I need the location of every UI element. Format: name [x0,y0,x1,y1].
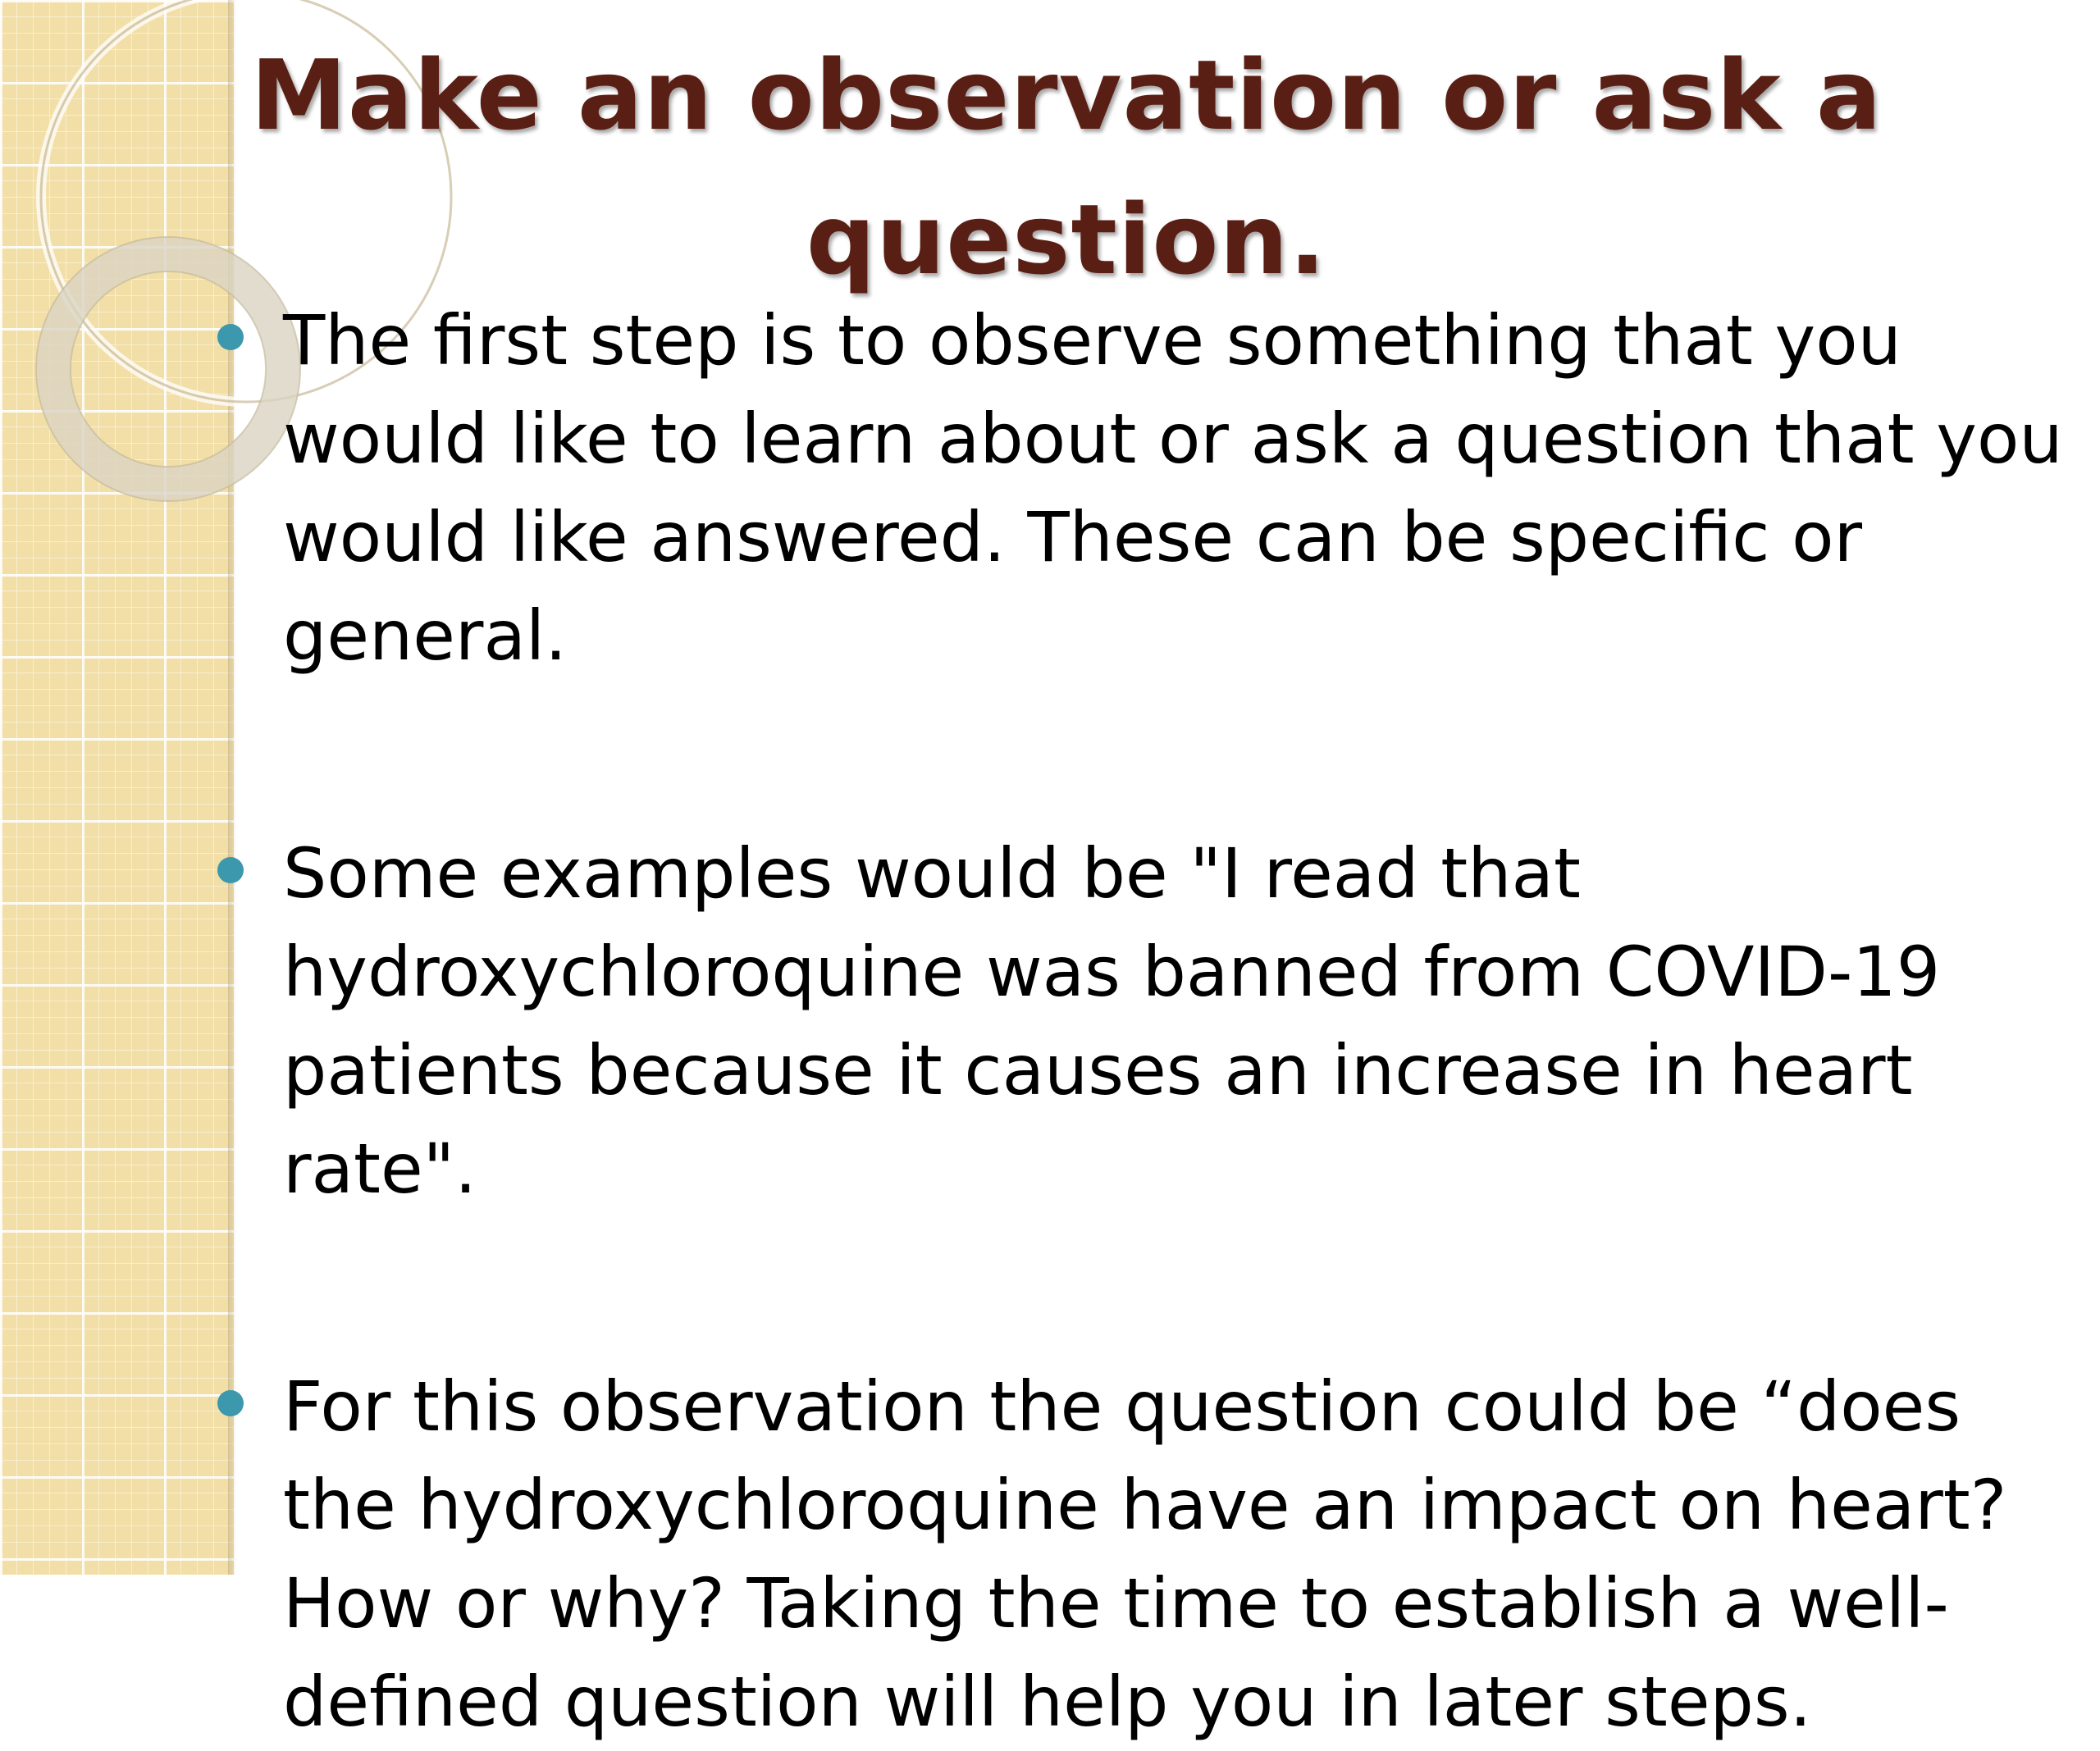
bullet-text: For this observation the question could be “does the hydroxychloroquine have an impact on heart? How or why? Taking the time to establish a well-defined question will help you in later steps. [283,1366,2007,1742]
bullet-marker-icon [217,324,244,350]
bullet-marker-icon [217,857,244,883]
bullet-item [283,824,2088,1218]
bullet-item [283,1357,2088,1751]
bullet-list [283,291,2088,1751]
bullet-text: Some examples would be "I read that hydroxychloroquine was banned from COVID-19 patients because it causes an increase in heart rate". [283,833,1941,1209]
slide-title: Make an observation or ask a question. [250,39,1883,296]
bullet-marker-icon [217,1390,244,1416]
bullet-text: The first step is to observe something that you would like to learn about or ask a question that you would like answered. These can be specific or general. [283,300,2063,676]
bullet-item [283,291,2088,685]
